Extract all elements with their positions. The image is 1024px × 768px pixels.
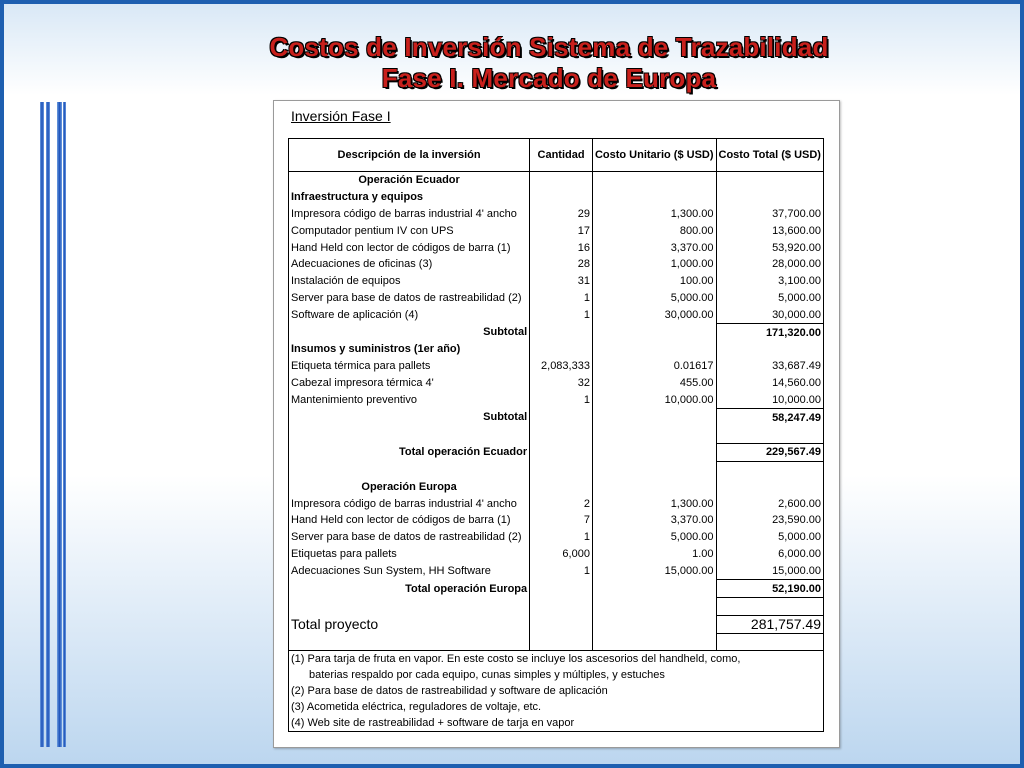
- table-row: Impresora código de barras industrial 4' ancho 2 1,300.00 2,600.00: [289, 495, 824, 512]
- table-row: Adecuaciones Sun System, HH Software 1 15,000.00 15,000.00: [289, 562, 824, 579]
- group-title-infraestructura: Infraestructura y equipos: [289, 189, 530, 206]
- slide: [4, 4, 1020, 764]
- table-row: Hand Held con lector de códigos de barra (1) 16 3,370.00 53,920.00: [289, 239, 824, 256]
- slide-title: [4, 32, 1014, 94]
- table-row: Impresora código de barras industrial 4' ancho 29 1,300.00 37,700.00: [289, 206, 824, 223]
- table-row: Hand Held con lector de códigos de barra (1) 7 3,370.00 23,590.00: [289, 512, 824, 529]
- subtotal-row: Subtotal 58,247.49: [289, 409, 824, 426]
- total-ecuador-row: Total operación Ecuador 229,567.49: [289, 443, 824, 461]
- footnote-3: (3) Acometida eléctrica, reguladores de voltaje, etc.: [291, 701, 542, 714]
- total-ecuador: 229,567.49: [716, 443, 823, 461]
- total-proyecto-label: Total proyecto: [289, 615, 530, 633]
- table-header-row: [289, 139, 824, 172]
- total-europa: 52,190.00: [716, 580, 823, 598]
- investment-document: [273, 100, 840, 748]
- footnote-1: (1) Para tarja de fruta en vapor. En este costo se incluye los ascesorios del handheld, como,: [291, 653, 741, 666]
- col-header-costo-unitario: Costo Unitario ($ USD): [592, 139, 716, 172]
- group-title-insumos: Insumos y suministros (1er año): [289, 341, 530, 358]
- table-row: Etiquetas para pallets 6,000 1.00 6,000.00: [289, 546, 824, 563]
- col-header-cantidad: Cantidad: [530, 139, 593, 172]
- table-row: Computador pentium IV con UPS 17 800.00 13,600.00: [289, 222, 824, 239]
- table-row: Etiqueta térmica para pallets 2,083,333 0.01617 33,687.49: [289, 358, 824, 375]
- total-proyecto-row: [289, 615, 824, 633]
- footnote-2: (2) Para base de datos de rastreabilidad y software de aplicación: [291, 685, 608, 698]
- total-proyecto-value: 281,757.49: [716, 615, 823, 633]
- table-row: Cabezal impresora térmica 4' 32 455.00 14,560.00: [289, 375, 824, 392]
- document-heading: Inversión Fase I: [291, 108, 391, 124]
- investment-table: [288, 138, 824, 732]
- col-header-descripcion: Descripción de la inversión: [289, 139, 530, 172]
- table-row: Server para base de datos de rastreabilidad (2) 1 5,000.00 5,000.00: [289, 290, 824, 307]
- table-row: Server para base de datos de rastreabilidad (2) 1 5,000.00 5,000.00: [289, 529, 824, 546]
- footnote-4: (4) Web site de rastreabilidad + software de tarja en vapor: [291, 717, 575, 730]
- subtotal-infraestructura: 171,320.00: [716, 324, 823, 341]
- subtotal-insumos: 58,247.49: [716, 409, 823, 426]
- total-europa-row: Total operación Europa 52,190.00: [289, 580, 824, 598]
- table-row: Instalación de equipos 31 100.00 3,100.00: [289, 273, 824, 290]
- col-header-costo-total: Costo Total ($ USD): [716, 139, 823, 172]
- table-row: Adecuaciones de oficinas (3) 28 1,000.00 28,000.00: [289, 256, 824, 273]
- section-title-ecuador: Operación Ecuador: [289, 172, 530, 189]
- table-row: Software de aplicación (4) 1 30,000.00 30,000.00: [289, 306, 824, 323]
- subtotal-row: Subtotal 171,320.00: [289, 324, 824, 341]
- table-row: Mantenimiento preventivo 1 10,000.00 10,000.00: [289, 391, 824, 408]
- decorative-side-bars: [40, 102, 70, 747]
- section-title-europa: Operación Europa: [289, 478, 530, 495]
- footnotes: [289, 651, 824, 732]
- title-line-1: Costos de Inversión Sistema de Trazabilidad: [269, 32, 829, 62]
- title-line-2: Fase I. Mercado de Europa: [381, 63, 717, 93]
- footnote-1-continued: baterias respaldo por cada equipo, cunas simples y múltiples, y estuches: [309, 669, 665, 682]
